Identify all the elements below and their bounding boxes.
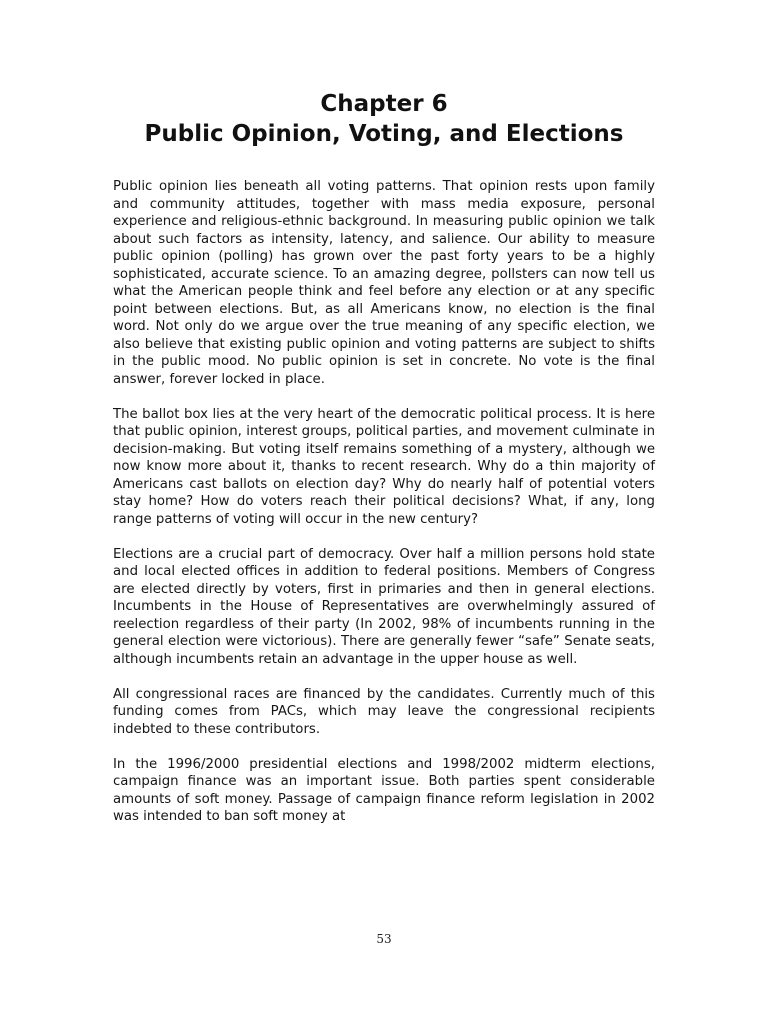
page-number: 53 [376,932,392,946]
paragraph-congressional-races: All congressional races are financed by the candidates. Currently much of this funding comes from PACs, which may leave the congressional recipients indebted to these contributors. [113,686,655,737]
body-text [113,178,655,843]
paragraph-public-opinion: Public opinion lies beneath all voting patterns. That opinion rests upon family and community attitudes, together with mass media exposure, personal experience and religious-ethnic background. In measuring public opinion we talk about such factors as intensity, latency, and salience. Our ability to measure public opinion (polling) has grown over the past forty years to be a highly sophisticated, accurate science. To an amazing degree, pollsters can now tell us what the American people think and feel before any election or at any specific point between elections. But, as all Americans know, no election is the final word. Not only do we argue over the true meaning of any specific election, we also believe that existing public opinion and voting patterns are subject to shifts in the public mood. No public opinion is set in concrete. No vote is the final answer, forever locked in place. [113,179,655,387]
chapter-number: Chapter 6 [320,91,448,117]
paragraph-ballot-box: The ballot box lies at the very heart of the democratic political process. It is here that public opinion, interest groups, political parties, and movement culminate in decision-making. But voting itself remains something of a mystery, although we now know more about it, thanks to recent research. Why do a thin majority of Americans cast ballots on election day? Why do nearly half of potential voters stay home? How do voters reach their political decisions? What, if any, long range patterns of voting will occur in the new century? [113,406,655,527]
paragraph-elections: Elections are a crucial part of democracy. Over half a million persons hold state and local elected offices in addition to federal positions. Members of Congress are elected directly by voters, first in primaries and then in general elections. Incumbents in the House of Representatives are overwhelmingly assured of reelection regardless of their party (In 2002, 98% of incumbents running in the general election were victorious). There are generally fewer “safe” Senate seats, although incumbents retain an advantage in the upper house as well. [113,546,655,667]
chapter-title: Public Opinion, Voting, and Elections [144,121,624,147]
chapter-heading [0,89,768,149]
paragraph-campaign-finance: In the 1996/2000 presidential elections and 1998/2002 midterm elections, campaign finance was an important issue. Both parties spent considerable amounts of soft money. Passage of campaign finance reform legislation in 2002 was intended to ban soft money at [113,756,655,824]
